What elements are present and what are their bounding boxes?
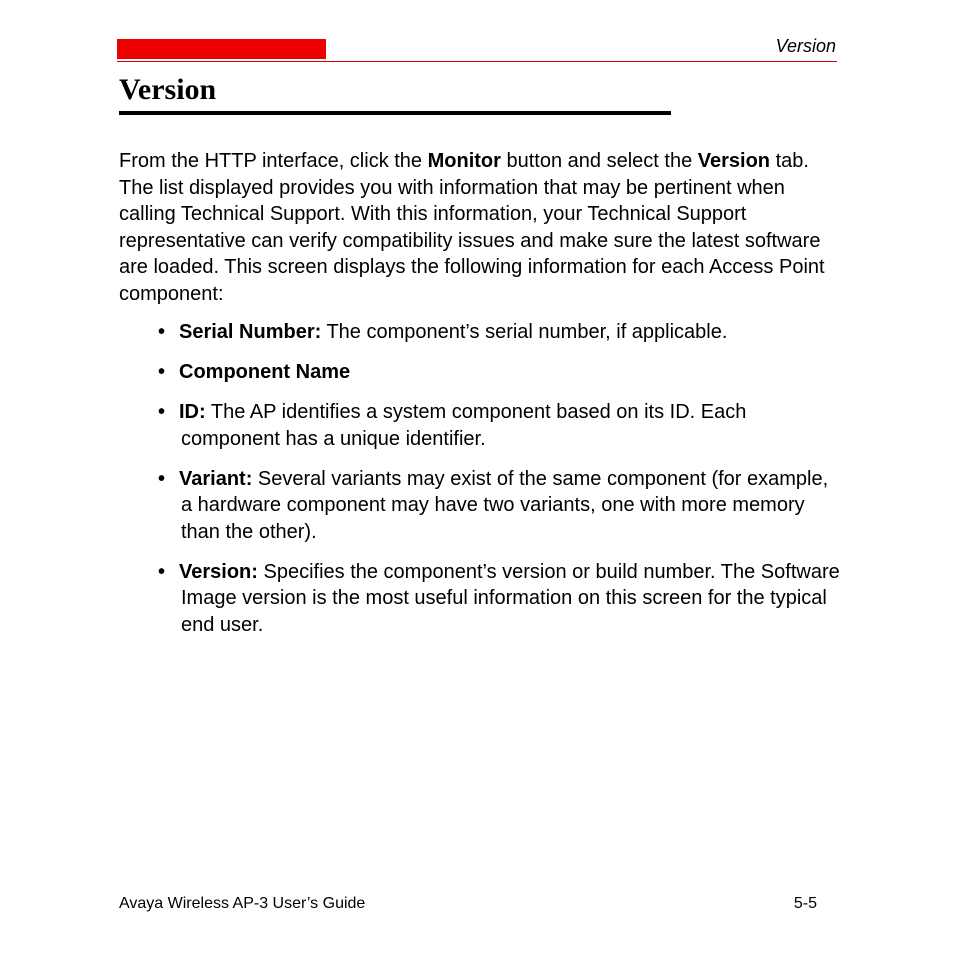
bullet-text: Specifies the component’s version or build number. The Software Image version is the most useful information on this screen for the typical end user. [181, 560, 840, 636]
bullet-dot: • [158, 560, 166, 583]
bullet-serial-number [0, 319, 841, 346]
intro-paragraph [119, 148, 835, 307]
header-rule [117, 61, 837, 62]
info-bullet-list [0, 319, 954, 652]
running-header-title: Version [775, 36, 836, 56]
bullet-dot: • [158, 401, 166, 423]
intro-version-term: Version [697, 150, 771, 172]
bullet-term: ID: [179, 401, 206, 423]
bullet-component-name [0, 359, 841, 386]
bullet-text: Several variants may exist of the same component (for example, a hardware component may have two variants, one with more memory than the other). [181, 467, 829, 543]
bullet-term: Serial Number: [179, 321, 322, 343]
section-title: Version [119, 73, 217, 106]
bullet-id [0, 399, 841, 452]
bullet-dot: • [158, 321, 166, 343]
intro-text-3: tab. The list displayed provides you with information that may be pertinent when calling Technical Support. With this information, your Technical Support representative can verify compatibility issues and make sure the latest software are loaded. This screen displays the following information for each Access Point component: [119, 150, 825, 305]
bullet-term: Component Name [179, 361, 351, 383]
bullet-text: The AP identifies a system component based on its ID. Each component has a unique identifier. [181, 401, 747, 450]
bullet-text: The component’s serial number, if applicable. [321, 321, 728, 343]
intro-monitor-term: Monitor [427, 150, 501, 172]
bullet-term: Version: [179, 560, 258, 583]
intro-text-1: From the HTTP interface, click the [119, 150, 428, 172]
footer-page-number: 5-5 [793, 895, 817, 912]
header-accent-bar [117, 39, 326, 59]
bullet-term: Variant: [179, 467, 253, 490]
bullet-dot: • [158, 361, 166, 383]
bullet-dot: • [158, 467, 166, 490]
bullet-version [0, 559, 841, 639]
intro-text-2: button and select the [500, 150, 698, 172]
bullet-variant [0, 466, 841, 546]
title-underline [119, 111, 671, 115]
footer-guide-title: Avaya Wireless AP-3 User’s Guide [119, 895, 366, 912]
